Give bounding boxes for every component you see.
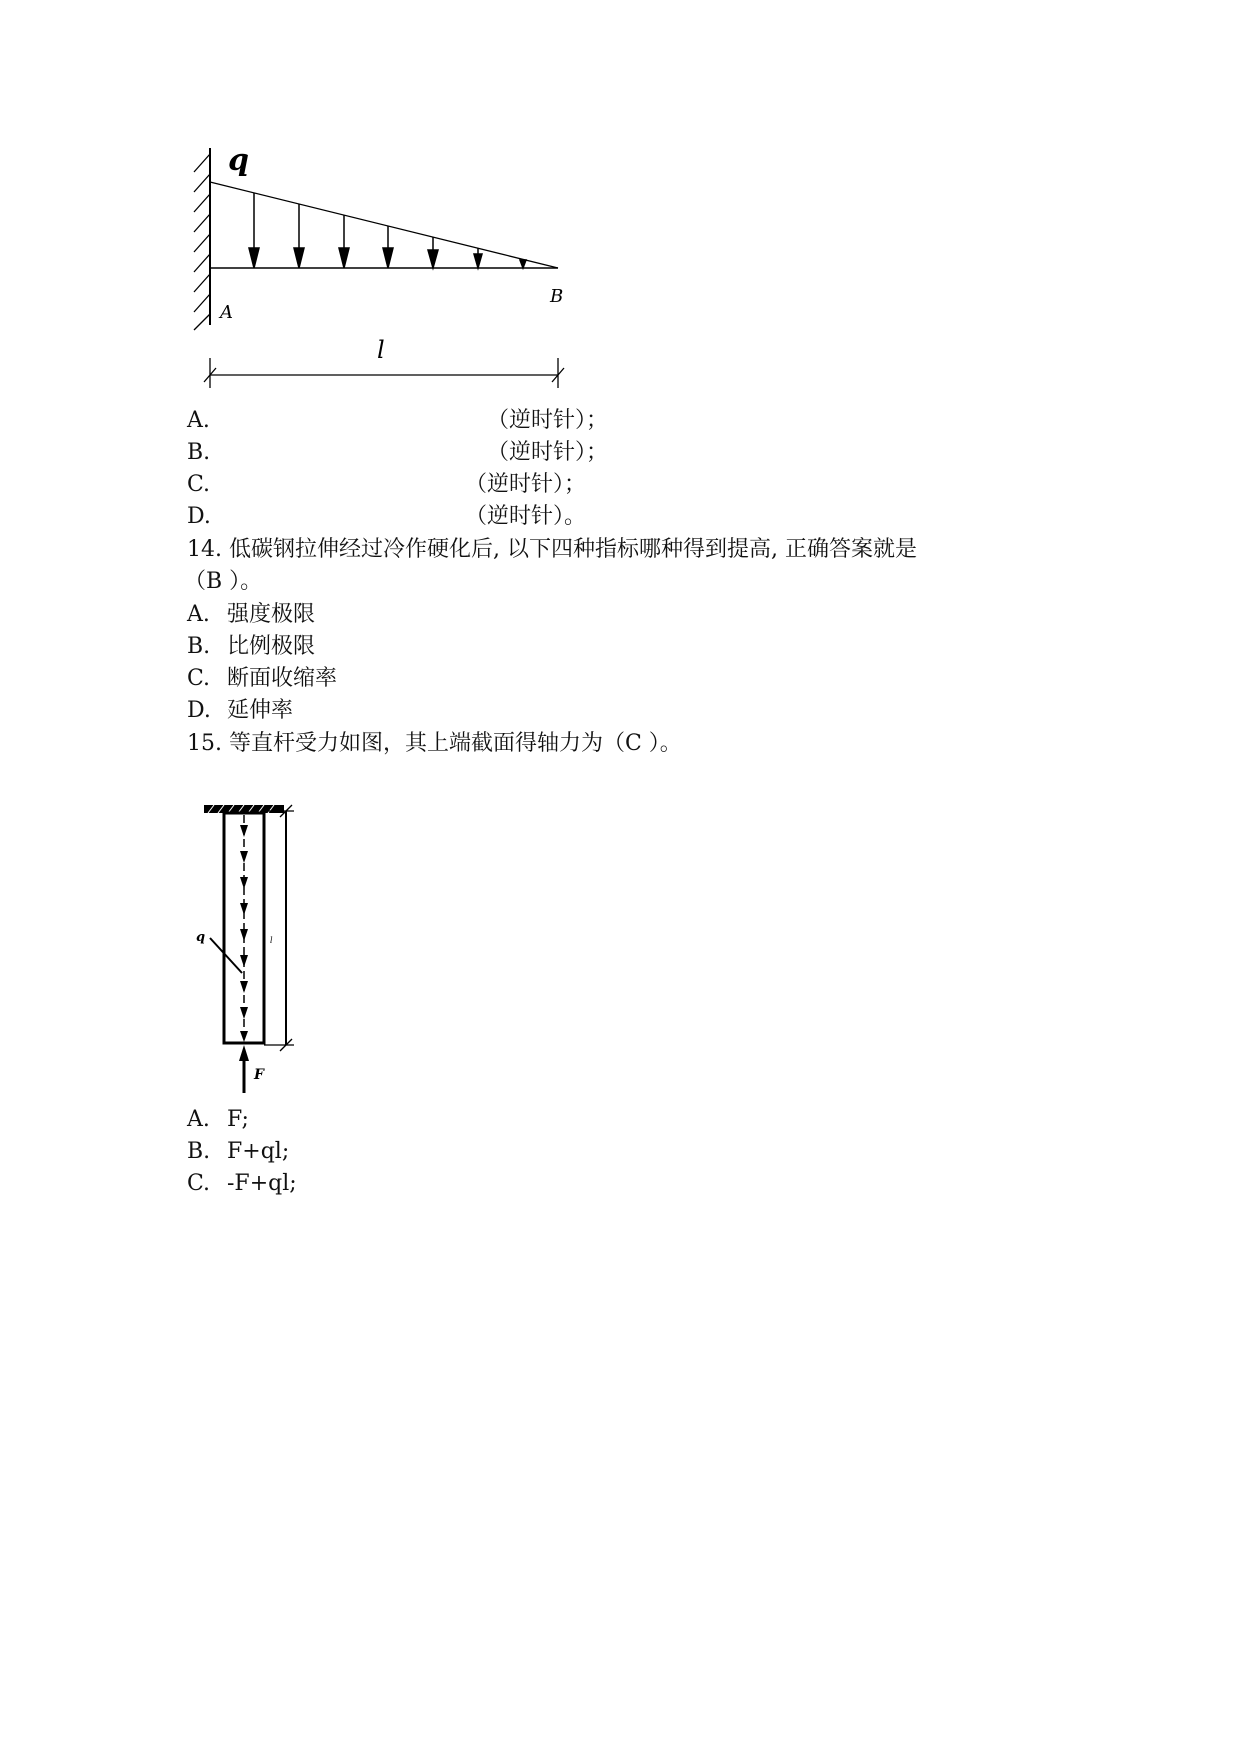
option-label: D.	[187, 698, 211, 723]
option-label: C.	[187, 472, 211, 497]
option-label: C.	[187, 1171, 211, 1196]
option-text: 延伸率	[227, 698, 294, 723]
q14-stem-line1: 14. 低碳钢拉伸经过冷作硬化后, 以下四种指标哪种得到提高, 正确答案就是	[187, 537, 917, 562]
q15-option-b	[187, 1137, 289, 1167]
end-label-a: A	[220, 302, 233, 323]
q14-option-b	[187, 632, 315, 662]
q13-option-d	[187, 502, 587, 532]
q15-stem: 15. 等直杆受力如图，其上端截面得轴力为（C ）。	[187, 731, 682, 756]
q14-option-c	[187, 664, 337, 694]
length-label-l: l	[270, 936, 273, 945]
option-text: -F+ql;	[227, 1171, 297, 1196]
q15-option-a	[187, 1105, 249, 1135]
option-direction: （逆时针）；	[465, 472, 587, 497]
force-label-f: F	[254, 1067, 264, 1083]
option-text: 比例极限	[227, 634, 316, 659]
q15-option-c	[187, 1169, 297, 1199]
load-label-q: q	[228, 143, 249, 178]
q13-option-a	[187, 406, 609, 436]
q13-option-c	[187, 470, 587, 500]
q14-stem-line2: （B ）。	[184, 569, 263, 594]
q13-option-b	[187, 438, 609, 468]
option-label: B.	[187, 1139, 211, 1164]
option-label: A.	[187, 408, 210, 433]
option-label: B.	[187, 634, 211, 659]
option-direction: （逆时针）。	[465, 504, 587, 529]
q14-option-d	[187, 696, 293, 726]
option-text: 强度极限	[227, 602, 316, 627]
option-label: D.	[187, 504, 211, 529]
option-text: F+ql;	[227, 1139, 290, 1164]
option-text: 断面收缩率	[227, 666, 338, 691]
axial-bar-figure	[190, 795, 330, 1105]
span-label-l: l	[377, 336, 385, 364]
q14-option-a	[187, 600, 315, 630]
option-direction: （逆时针）；	[487, 408, 609, 433]
option-label: A.	[187, 602, 210, 627]
option-label: C.	[187, 666, 211, 691]
end-label-b: B	[550, 286, 564, 307]
option-label: A.	[187, 1107, 210, 1132]
option-text: F;	[227, 1107, 249, 1132]
option-direction: （逆时针）；	[487, 440, 609, 465]
option-label: B.	[187, 440, 211, 465]
load-label-q: q	[196, 930, 206, 945]
cantilever-beam-figure	[180, 140, 580, 390]
